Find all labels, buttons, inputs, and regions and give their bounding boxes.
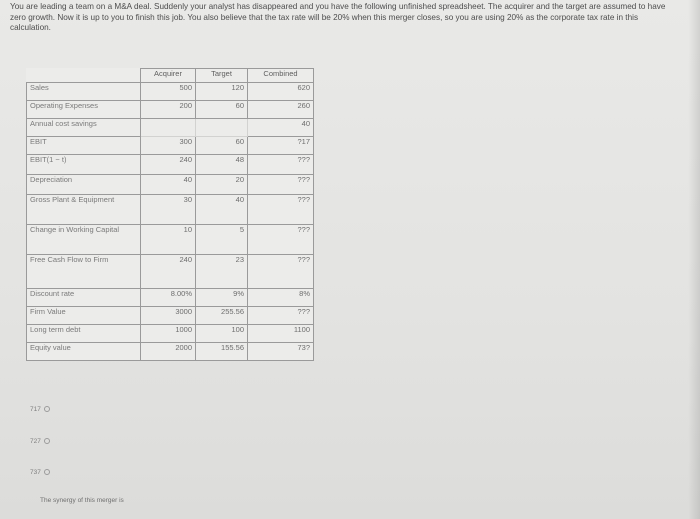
combined-cell: 40: [248, 119, 314, 137]
combined-cell: ???: [248, 255, 314, 289]
combined-cell: 73?: [248, 343, 314, 361]
header-combined: Combined: [248, 69, 314, 83]
acquirer-cell: 10: [141, 225, 196, 255]
acquirer-cell: 40: [141, 175, 196, 195]
row-label: Operating Expenses: [27, 101, 141, 119]
combined-cell: ???: [248, 307, 314, 325]
acquirer-cell: 300: [141, 137, 196, 155]
spreadsheet-table: [26, 68, 314, 361]
target-cell: 60: [196, 137, 248, 155]
table-row: [27, 119, 314, 137]
combined-cell: ???: [248, 175, 314, 195]
target-cell: 40: [196, 195, 248, 225]
target-cell: 120: [196, 83, 248, 101]
table-row: [27, 343, 314, 361]
row-label: Change in Working Capital: [27, 225, 141, 255]
row-label: Free Cash Flow to Firm: [27, 255, 141, 289]
target-cell: 100: [196, 325, 248, 343]
row-label: Long term debt: [27, 325, 141, 343]
radio-icon[interactable]: [44, 406, 50, 412]
table-row: [27, 307, 314, 325]
acquirer-cell: 2000: [141, 343, 196, 361]
acquirer-cell: 240: [141, 255, 196, 289]
table-header-row: [27, 69, 314, 83]
answer-option-1[interactable]: [30, 406, 50, 413]
combined-cell: 1100: [248, 325, 314, 343]
combined-cell: 8%: [248, 289, 314, 307]
row-label: Sales: [27, 83, 141, 101]
answer-option-label: 727: [30, 438, 41, 445]
target-cell: 9%: [196, 289, 248, 307]
acquirer-cell: 8.00%: [141, 289, 196, 307]
table-row: [27, 255, 314, 289]
combined-cell: 620: [248, 83, 314, 101]
target-cell: 23: [196, 255, 248, 289]
row-label: Firm Value: [27, 307, 141, 325]
answer-option-3[interactable]: [30, 469, 50, 476]
row-label: Equity value: [27, 343, 141, 361]
row-label: Annual cost savings: [27, 119, 141, 137]
table-row: [27, 289, 314, 307]
combined-cell: ?17: [248, 137, 314, 155]
acquirer-cell: [141, 119, 196, 137]
target-cell: 48: [196, 155, 248, 175]
header-acquirer: Acquirer: [141, 69, 196, 83]
radio-icon[interactable]: [44, 469, 50, 475]
header-blank-cell: [27, 69, 141, 83]
table-row: [27, 137, 314, 155]
row-label: EBIT(1 − t): [27, 155, 141, 175]
table-row: [27, 225, 314, 255]
target-cell: 60: [196, 101, 248, 119]
table-row: [27, 325, 314, 343]
table-row: [27, 175, 314, 195]
combined-cell: ???: [248, 195, 314, 225]
answer-option-label: 717: [30, 406, 41, 413]
acquirer-cell: 500: [141, 83, 196, 101]
combined-cell: 260: [248, 101, 314, 119]
acquirer-cell: 3000: [141, 307, 196, 325]
target-cell: 255.56: [196, 307, 248, 325]
table-row: [27, 101, 314, 119]
row-label: EBIT: [27, 137, 141, 155]
acquirer-cell: 200: [141, 101, 196, 119]
target-cell: 155.56: [196, 343, 248, 361]
radio-icon[interactable]: [44, 438, 50, 444]
table-row: [27, 83, 314, 101]
combined-cell: ???: [248, 155, 314, 175]
target-cell: 20: [196, 175, 248, 195]
row-label: Gross Plant & Equipment: [27, 195, 141, 225]
intro-text: You are leading a team on a M&A deal. Suddenly your analyst has disappeared and you have the following unfinished spreadsheet. The acquirer and the target are assumed to have zero growth. Now it is up to you to finish this job. You also believe that the tax rate will be 20% when this merger closes, so you are using 20% as the corporate tax rate in this calculation.: [10, 2, 666, 32]
table-row: [27, 195, 314, 225]
answer-option-2[interactable]: [30, 438, 50, 445]
table-row: [27, 155, 314, 175]
target-cell: 5: [196, 225, 248, 255]
row-label: Depreciation: [27, 175, 141, 195]
combined-cell: ???: [248, 225, 314, 255]
question-text: The synergy of this merger is: [40, 497, 124, 504]
photo-edge-shadow: [688, 0, 700, 519]
acquirer-cell: 30: [141, 195, 196, 225]
target-cell: [196, 119, 248, 137]
row-label: Discount rate: [27, 289, 141, 307]
acquirer-cell: 1000: [141, 325, 196, 343]
answer-option-label: 737: [30, 469, 41, 476]
acquirer-cell: 240: [141, 155, 196, 175]
header-target: Target: [196, 69, 248, 83]
